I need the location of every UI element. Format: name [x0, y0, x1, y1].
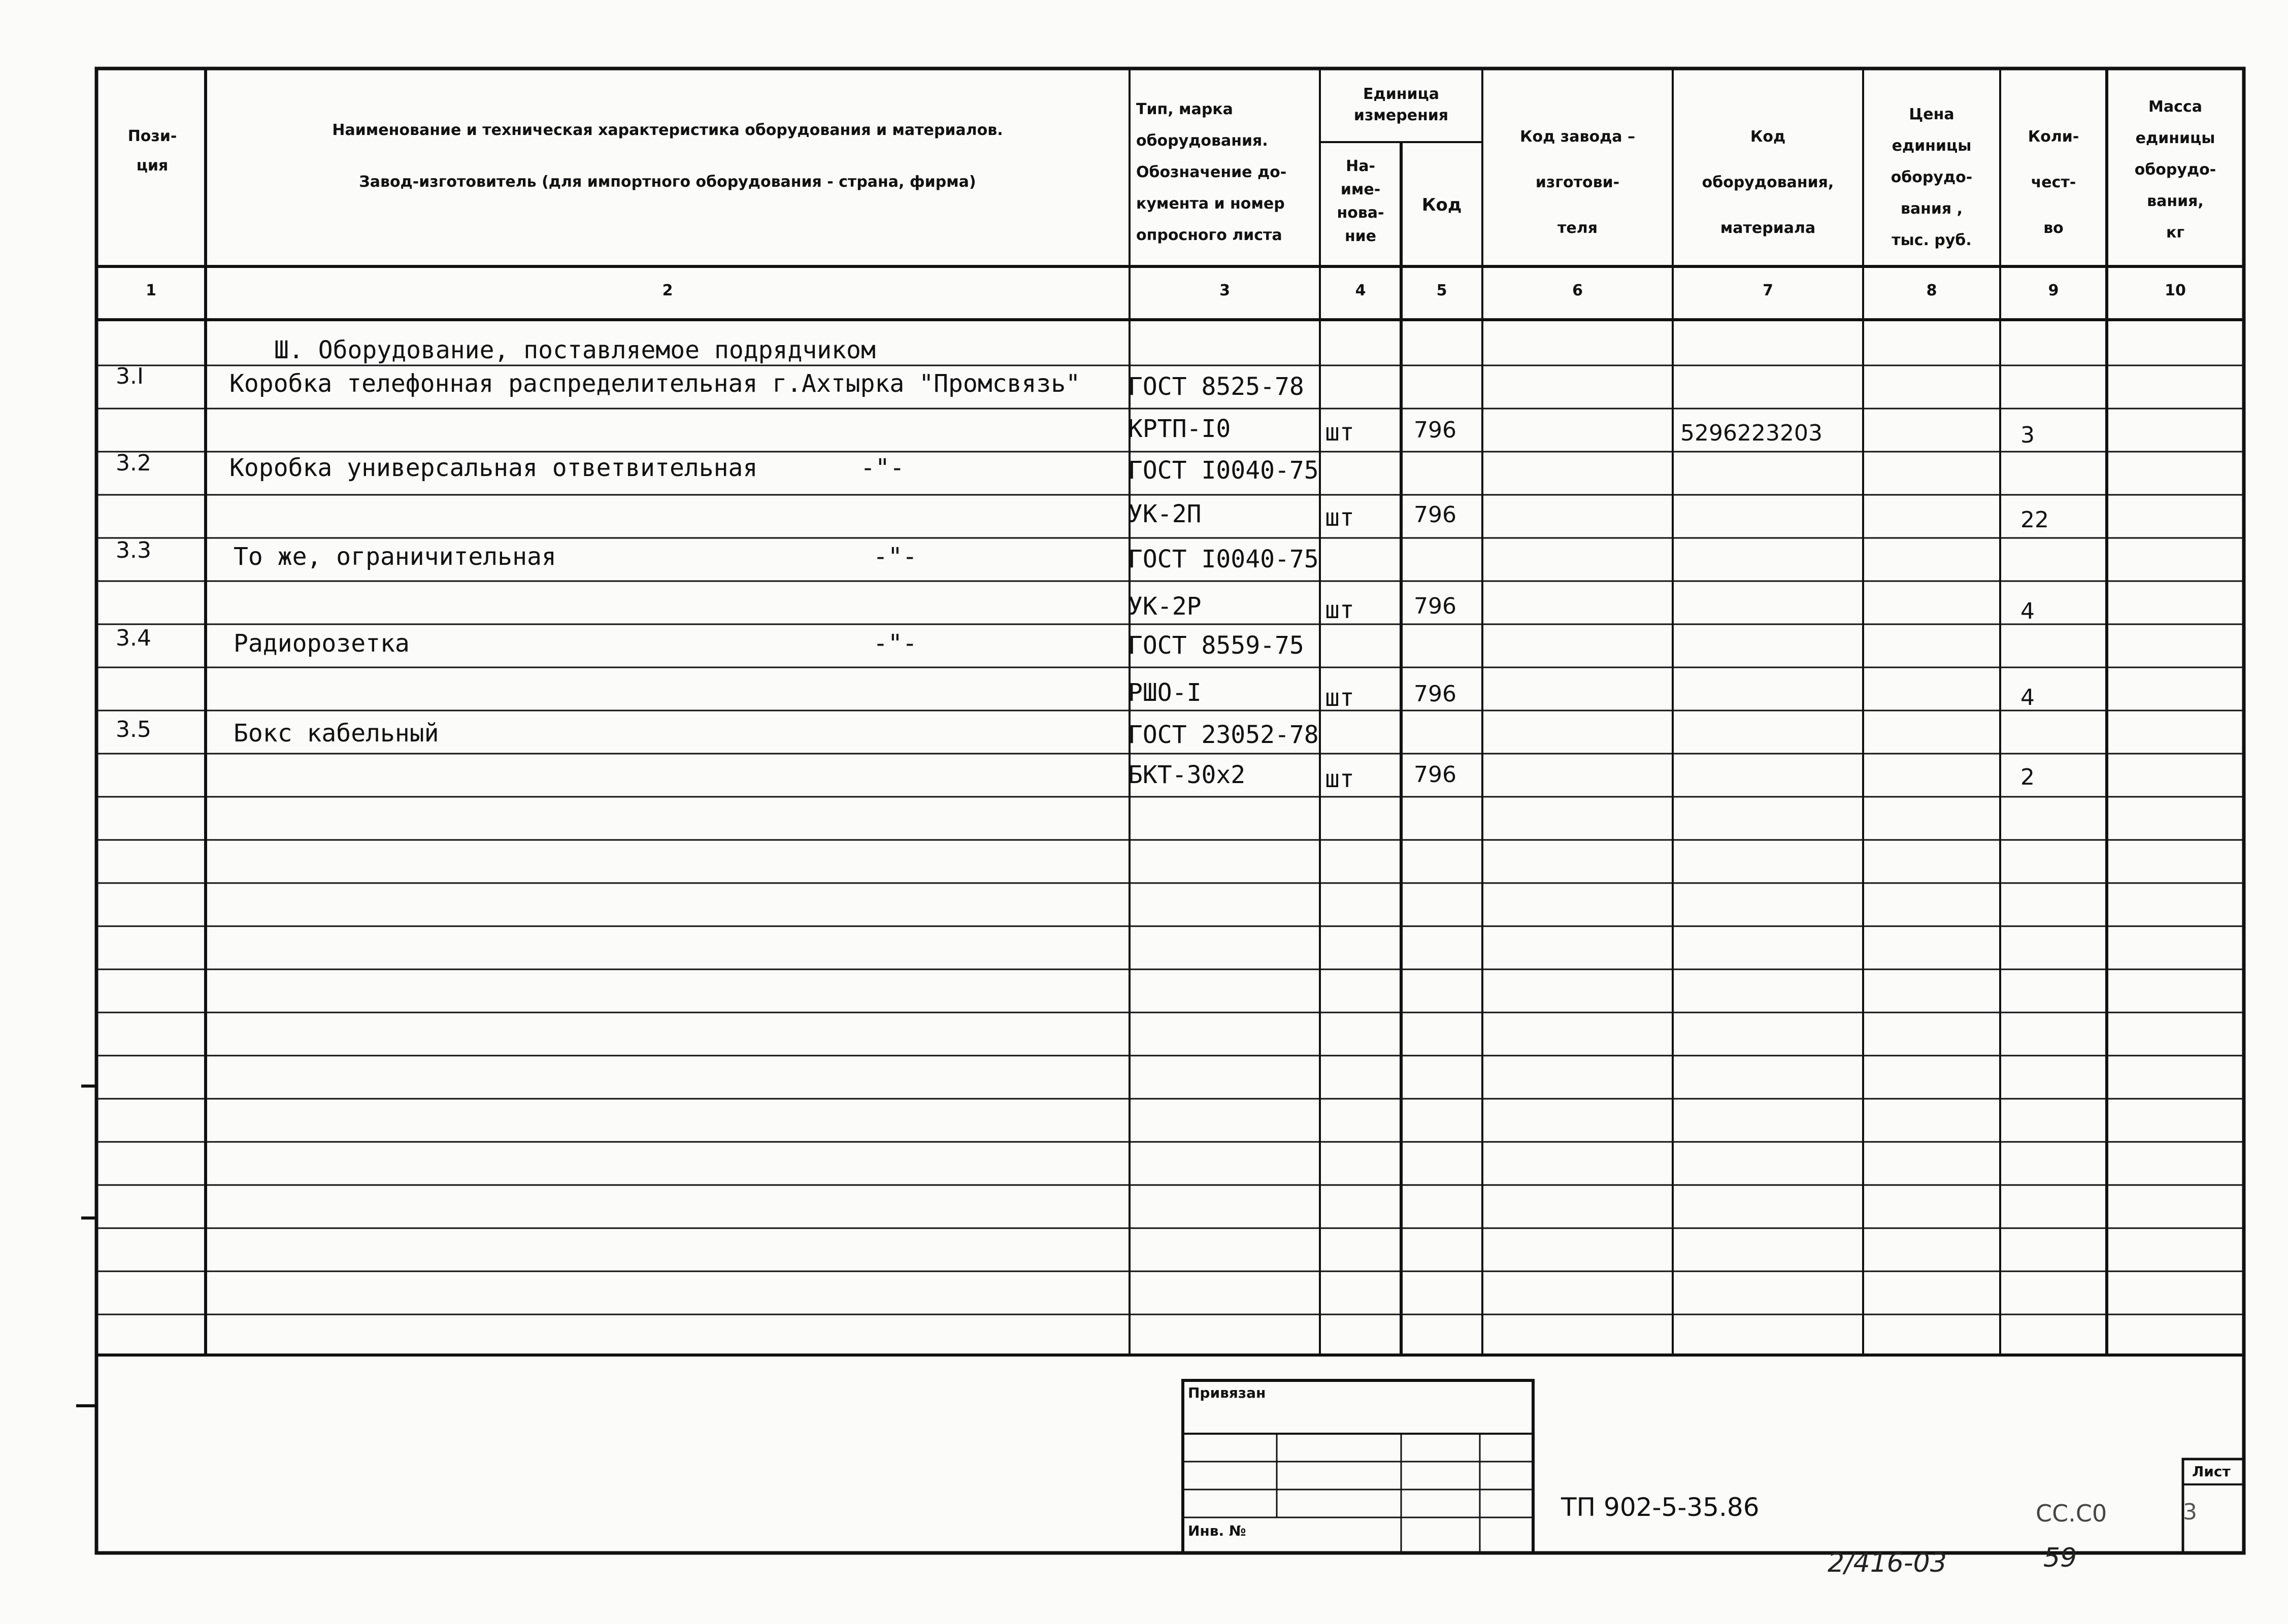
row-position: 3.5	[116, 717, 151, 742]
archive-number: 2/416-03	[1828, 1548, 1947, 1578]
page-mark: 59	[2043, 1543, 2077, 1573]
row-code: 796	[1414, 762, 1456, 788]
column-number: 5	[1436, 282, 1447, 299]
row-quantity: 22	[2020, 507, 2049, 533]
column-number: 3	[1219, 282, 1230, 299]
header-type: Тип, марка оборудования. Обозначение до- кумента и номер опросного листа	[1136, 100, 1287, 244]
row-unit: шт	[1325, 596, 1354, 624]
row-code: 796	[1414, 502, 1456, 528]
row-position: 3.4	[116, 625, 151, 651]
row-type: ГОСТ 8525-78	[1128, 373, 1304, 401]
row-type: ГОСТ I0040-75	[1128, 545, 1319, 573]
row-unit: шт	[1325, 418, 1354, 447]
header-unit: Единица измерения	[1353, 85, 1449, 124]
column-number: 4	[1355, 282, 1366, 299]
section-title: Ш. Оборудование, поставляемое подрядчиком	[274, 336, 876, 364]
header-price: Цена единицы оборудо- вания , тыс. руб.	[1891, 106, 1973, 249]
row-type: УК-2П	[1128, 500, 1202, 528]
header-unit-name: На- име- нова- ние	[1337, 157, 1384, 245]
row-type: БКТ-30х2	[1128, 761, 1246, 789]
row-quantity: 3	[2020, 422, 2035, 448]
column-number: 6	[1572, 282, 1583, 299]
document-code: ТП 902-5-35.86	[1561, 1493, 1760, 1522]
header-quantity: Коли- чест- во	[2028, 128, 2079, 237]
row-name: Коробка телефонная распределительная г.Ахтырка "Промсвязь"	[229, 369, 1081, 398]
header-mass: Масса единицы оборудо- вания, кг	[2134, 98, 2216, 242]
inventory-number-label: Инв. №	[1188, 1522, 1246, 1539]
row-type: УК-2Р	[1128, 592, 1202, 621]
sheet-label: Лист	[2192, 1463, 2231, 1480]
header-unit-code: Код	[1421, 195, 1462, 215]
row-name: Радиорозетка	[234, 629, 410, 658]
column-number: 10	[2165, 282, 2186, 299]
row-ditto: -"-	[860, 454, 905, 482]
row-ditto: -"-	[873, 543, 917, 571]
row-position: 3.2	[116, 450, 151, 476]
header-name-line2: Завод-изготовитель (для импортного оборудования - страна, фирма)	[359, 173, 976, 191]
row-type: ГОСТ I0040-75	[1128, 456, 1319, 485]
row-type: ГОСТ 8559-75	[1128, 631, 1304, 660]
row-position: 3.3	[116, 537, 151, 563]
row-type: РШО-I	[1128, 679, 1202, 707]
header-equip-code: Код оборудования, материала	[1702, 128, 1834, 237]
row-code: 796	[1414, 681, 1456, 707]
column-number: 7	[1763, 282, 1773, 299]
privyazan-label: Привязан	[1188, 1384, 1266, 1401]
row-type: КРТП-I0	[1128, 415, 1231, 443]
row-code: 796	[1414, 417, 1456, 443]
row-quantity: 4	[2020, 598, 2035, 624]
row-equip-code: 5296223203	[1680, 420, 1822, 446]
row-ditto: -"-	[873, 629, 917, 658]
row-type: ГОСТ 23052-78	[1128, 721, 1319, 749]
row-unit: шт	[1325, 684, 1354, 712]
header-position: Пози- ция	[127, 127, 177, 175]
row-unit: шт	[1325, 503, 1354, 532]
sheet-mark: СС.С0	[2036, 1500, 2107, 1527]
row-quantity: 2	[2020, 764, 2035, 790]
column-number: 2	[662, 282, 673, 299]
row-unit: шт	[1325, 765, 1354, 793]
row-name: То же, ограничительная	[234, 543, 556, 571]
row-name: Коробка универсальная ответвительная	[229, 454, 758, 482]
column-number: 8	[1926, 282, 1937, 299]
sheet-number: 3	[2183, 1499, 2197, 1525]
row-name: Бокс кабельный	[234, 719, 439, 748]
column-number: 1	[146, 282, 156, 299]
row-position: 3.I	[116, 363, 144, 389]
column-number: 9	[2048, 282, 2059, 299]
row-quantity: 4	[2020, 685, 2035, 710]
row-code: 796	[1414, 593, 1456, 619]
header-name-line1: Наименование и техническая характеристика оборудования и материалов.	[332, 121, 1003, 139]
header-factory-code: Код завода – изготови- теля	[1520, 128, 1635, 237]
